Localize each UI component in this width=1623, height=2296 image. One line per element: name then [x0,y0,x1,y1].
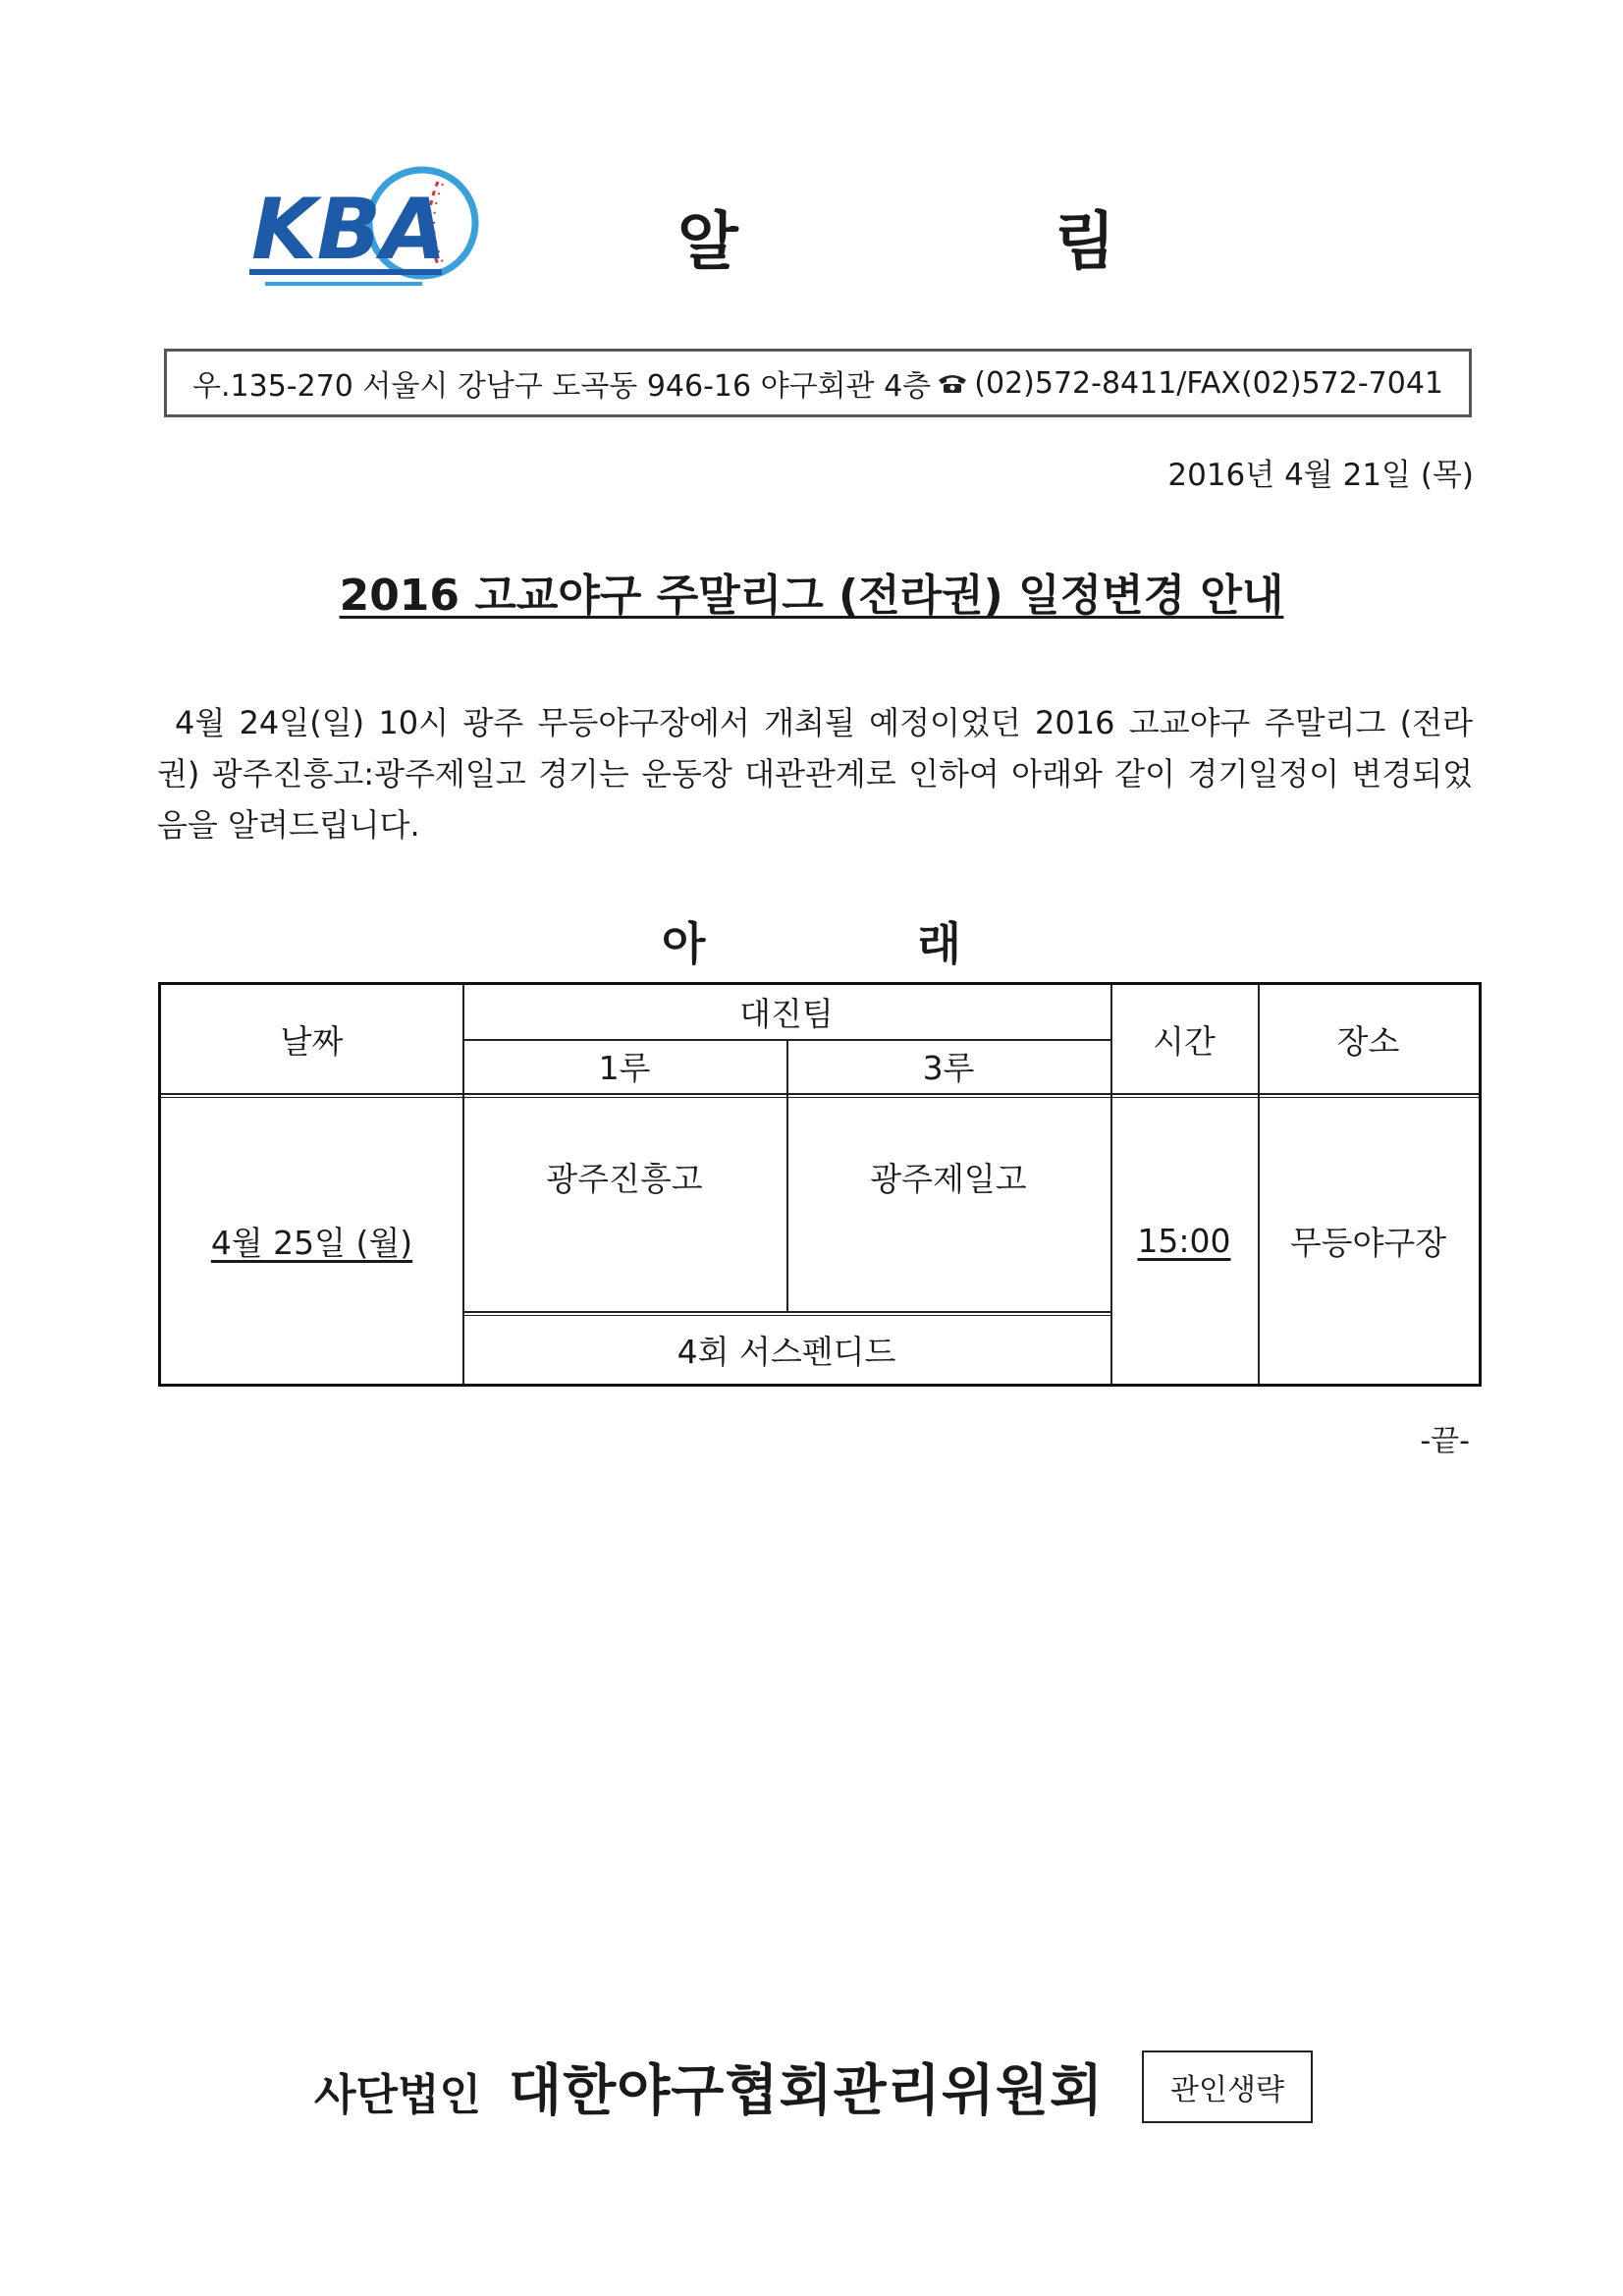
issue-date: 2016년 4월 21일 (목) [1167,458,1474,493]
document-title-text: 2016 고교야구 주말리그 (전라권) 일정변경 안내 [339,571,1284,621]
row-time [1110,1098,1258,1384]
row-venue: 무등야구장 [1289,1224,1447,1262]
address-text: 우.135-270 서울시 강남구 도곡동 946-16 야구회관 4층 [192,369,932,404]
phone-fax [937,366,1443,401]
footer-prefix: 사단법인 [314,2070,482,2120]
phone-fax-text: (02)572-8411/FAX(02)572-7041 [974,365,1443,401]
seal-box: 관인생략 [1142,2050,1313,2123]
row-first-base-team: 광주진흥고 [546,1159,703,1198]
row-third-base-team: 광주제일고 [870,1159,1027,1198]
schedule-table [158,982,1482,1387]
header-first-base: 1루 [598,1049,651,1087]
end-mark: -끝- [1420,1424,1470,1458]
notice-title: 알 림 [677,206,1263,279]
address-box [164,349,1472,417]
header-venue: 장소 [1336,1021,1400,1061]
row-note: 4회 서스펜디드 [676,1333,896,1371]
header-third-base: 3루 [922,1049,975,1087]
logo-text: KBA [251,181,447,279]
phone-icon [937,372,968,394]
footer-org-name: 대한야구협회관리위원회 [509,2059,1105,2123]
row-time-text: 15:00 [1137,1222,1231,1260]
row-date [161,1098,462,1384]
footer-organization [314,2048,1104,2126]
header-date: 날짜 [280,1021,344,1061]
kba-logo [245,152,491,309]
body-paragraph: 4월 24일(일) 10시 광주 무등야구장에서 개최될 예정이었던 2016 고교야구 주말리그 (전라권) 광주진흥고:광주제일고 경기는 운동장 대관관계로 인하여 아래와 같이 경기일정이 변경되었음을 알려드립니다. [157,704,1473,844]
header-time: 시간 [1153,1021,1216,1061]
document-title [0,560,1623,623]
header-matchup: 대진팀 [739,995,834,1033]
row-date-text: 4월 25일 (월) [210,1224,413,1262]
below-heading: 아 래 [662,917,1059,970]
